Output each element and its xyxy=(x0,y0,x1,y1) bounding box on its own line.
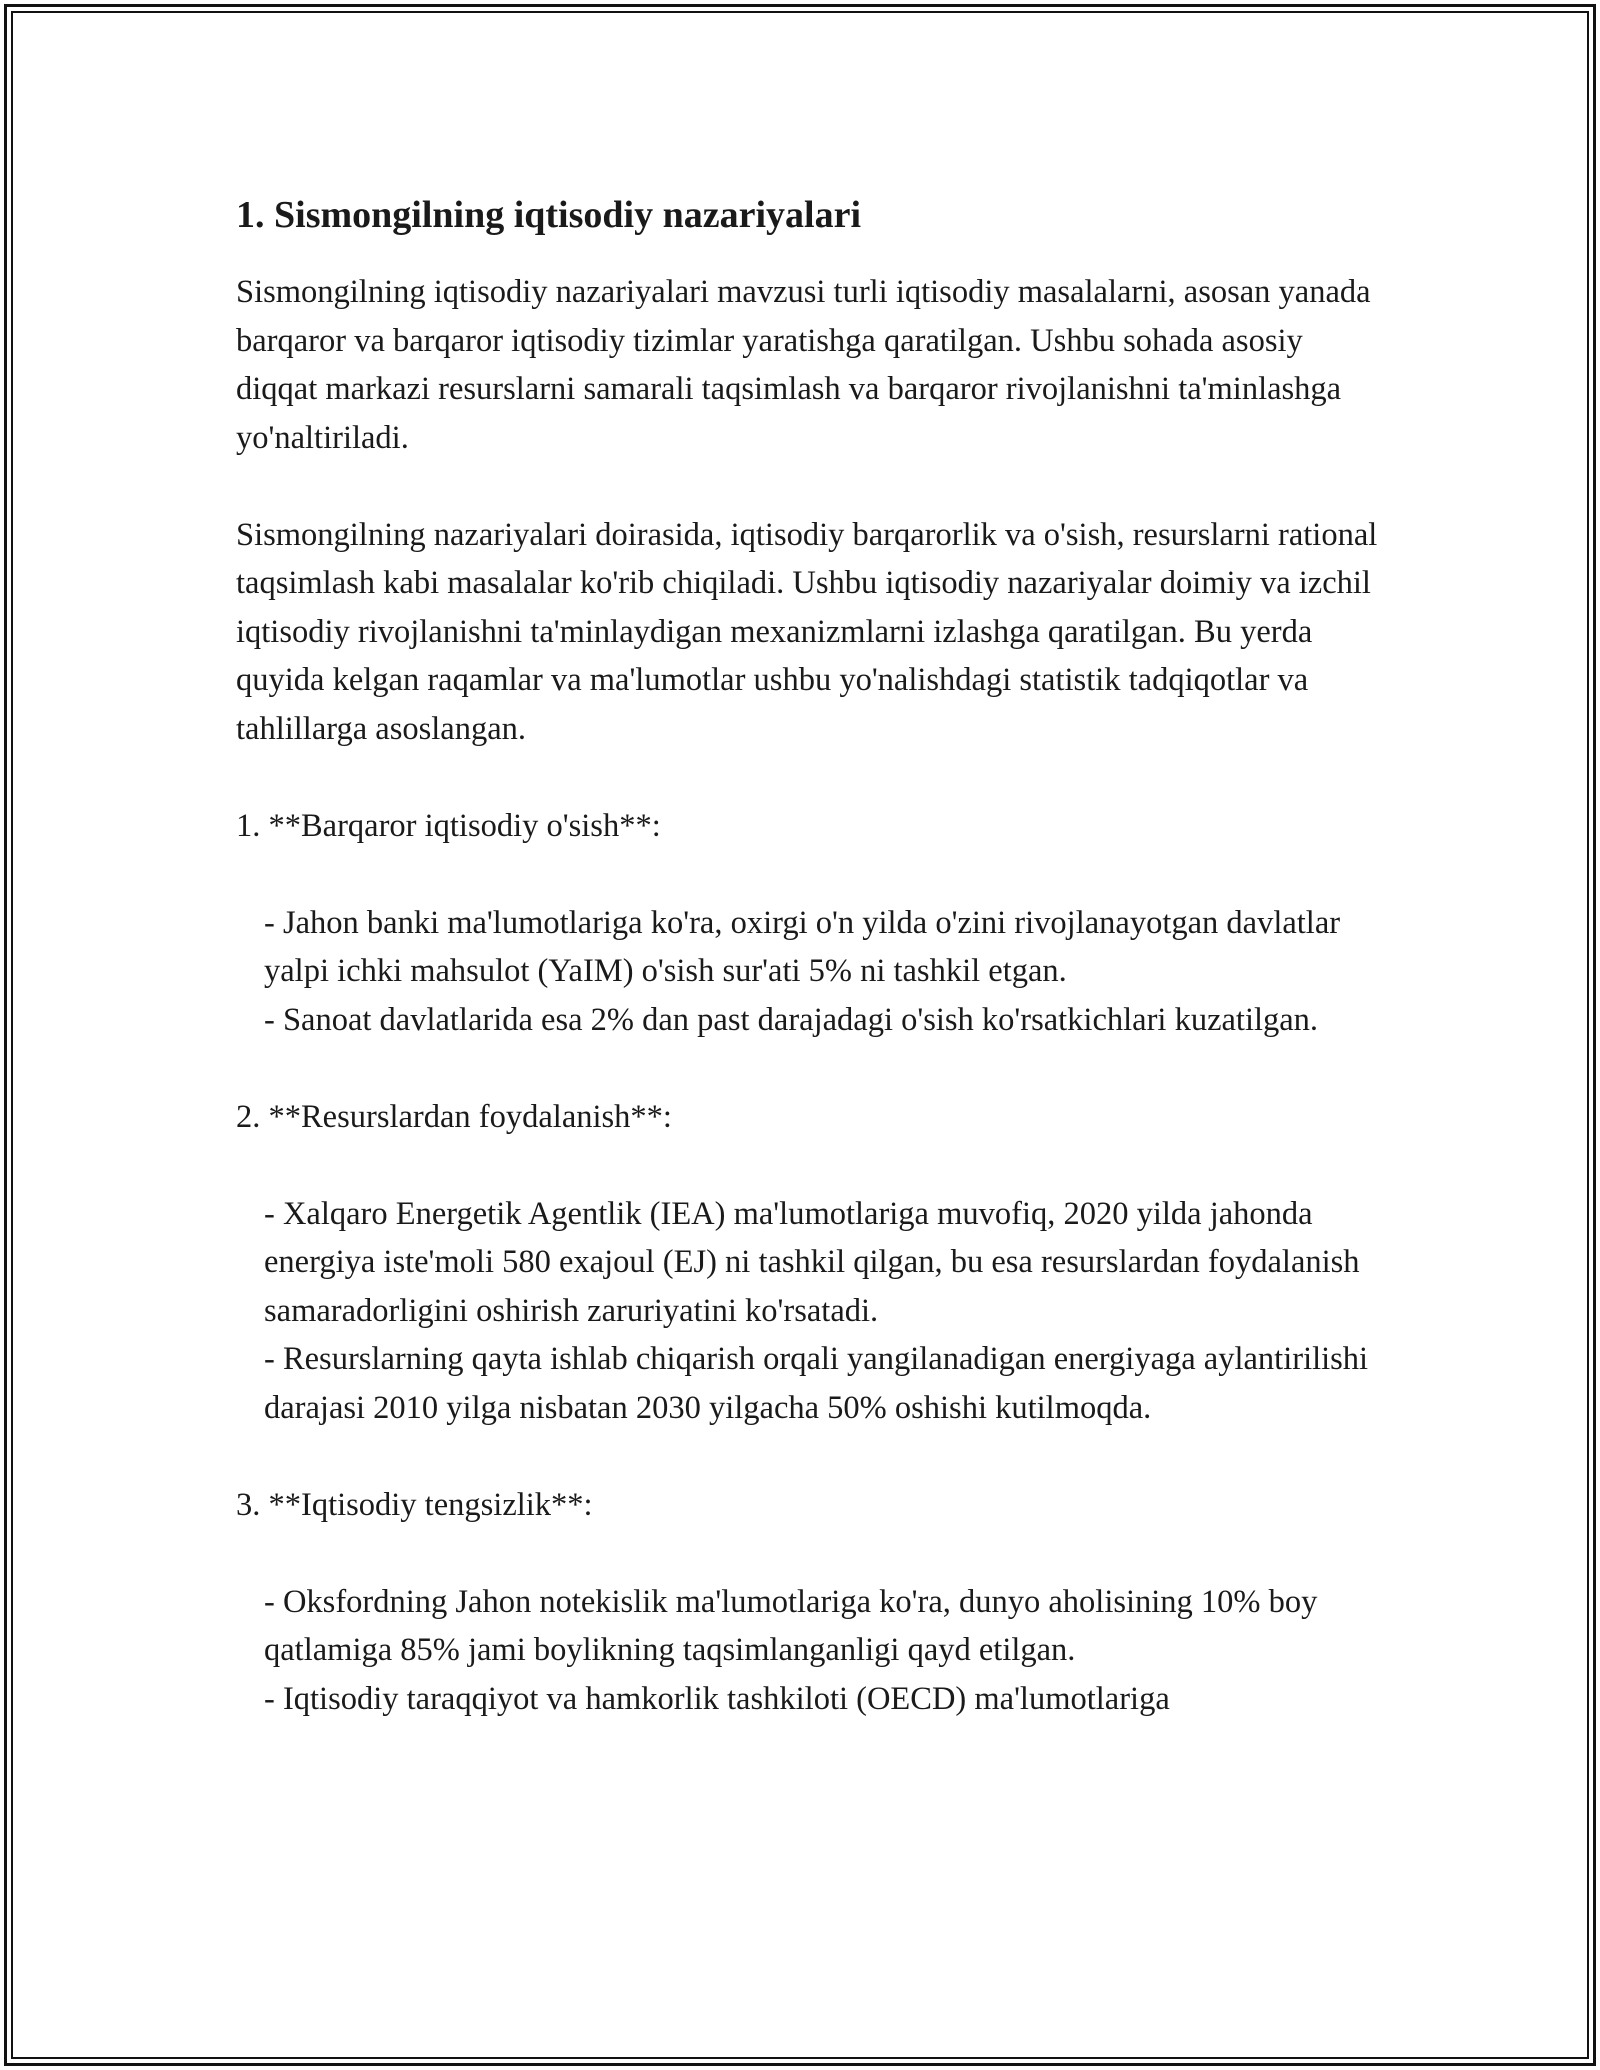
document-title: 1. Sismongilning iqtisodiy nazariyalari xyxy=(236,194,861,236)
spacer xyxy=(236,462,1386,511)
section-heading-resources: 2. **Resurslardan foydalanish**: xyxy=(236,1098,672,1135)
list-item: - Sanoat davlatlarida esa 2% dan past darajadagi o'sish ko'rsatkichlari kuzatilgan. xyxy=(264,1001,1319,1038)
section-heading-inequality: 3. **Iqtisodiy tengsizlik**: xyxy=(236,1486,593,1523)
section-heading-growth: 1. **Barqaror iqtisodiy o'sish**: xyxy=(236,807,661,844)
spacer xyxy=(236,753,1386,802)
list-item: - Resurslarning qayta ishlab chiqarish orqali yangilanadigan energiyaga aylantirilishi darajasi 2010 yilga nisbatan 2030 yilgacha 50% oshishi kutilmoqda. xyxy=(264,1341,1377,1426)
spacer xyxy=(236,850,1386,899)
paragraph-intro: Sismongilning iqtisodiy nazariyalari mavzusi turli iqtisodiy masalalarni, asosan yanada barqaror va barqaror iqtisodiy tizimlar yaratishga qaratilgan. Ushbu sohada asosiy diqqat markazi resurslarni samarali taqsimlash va barqaror rivojlanishni ta'minlashga yo'naltiriladi. xyxy=(236,274,1379,456)
list-item: - Iqtisodiy taraqqiyot va hamkorlik tashkiloti (OECD) ma'lumotlariga xyxy=(264,1680,1170,1717)
list-item: - Jahon banki ma'lumotlariga ko'ra, oxirgi o'n yilda o'zini rivojlanayotgan davlatlar yalpi ichki mahsulot (YaIM) o'sish sur'ati 5% ni tashkil etgan. xyxy=(264,904,1349,989)
paragraph-scope: Sismongilning nazariyalari doirasida, iqtisodiy barqarorlik va o'sish, resurslarni rational taqsimlash kabi masalalar ko'rib chiqiladi. Ushbu iqtisodiy nazariyalar doimiy va izchil iqtisodiy rivojlanishni ta'minlaydigan mexanizmlarni izlashga qaratilgan. Bu yerda quyida kelgan raqamlar va ma'lumotlar ushbu yo'nalishdagi statistik tadqiqotlar va tahlillarga asoslangan. xyxy=(236,516,1386,747)
spacer xyxy=(236,1432,1386,1481)
spacer xyxy=(236,1044,1386,1093)
spacer xyxy=(236,1529,1386,1578)
spacer xyxy=(236,1141,1386,1190)
list-item: - Xalqaro Energetik Agentlik (IEA) ma'lumotlariga muvofiq, 2020 yilda jahonda energiya iste'moli 580 exajoul (EJ) ni tashkil qilgan, bu esa resurslardan foydalanish samaradorligini oshirish zaruriyatini ko'rsatadi. xyxy=(264,1195,1368,1329)
list-item: - Oksfordning Jahon notekislik ma'lumotlariga ko'ra, dunyo aholisining 10% boy qatlamiga 85% jami boylikning taqsimlanganligi qayd etilgan. xyxy=(264,1583,1326,1668)
document-body xyxy=(236,186,1386,1723)
